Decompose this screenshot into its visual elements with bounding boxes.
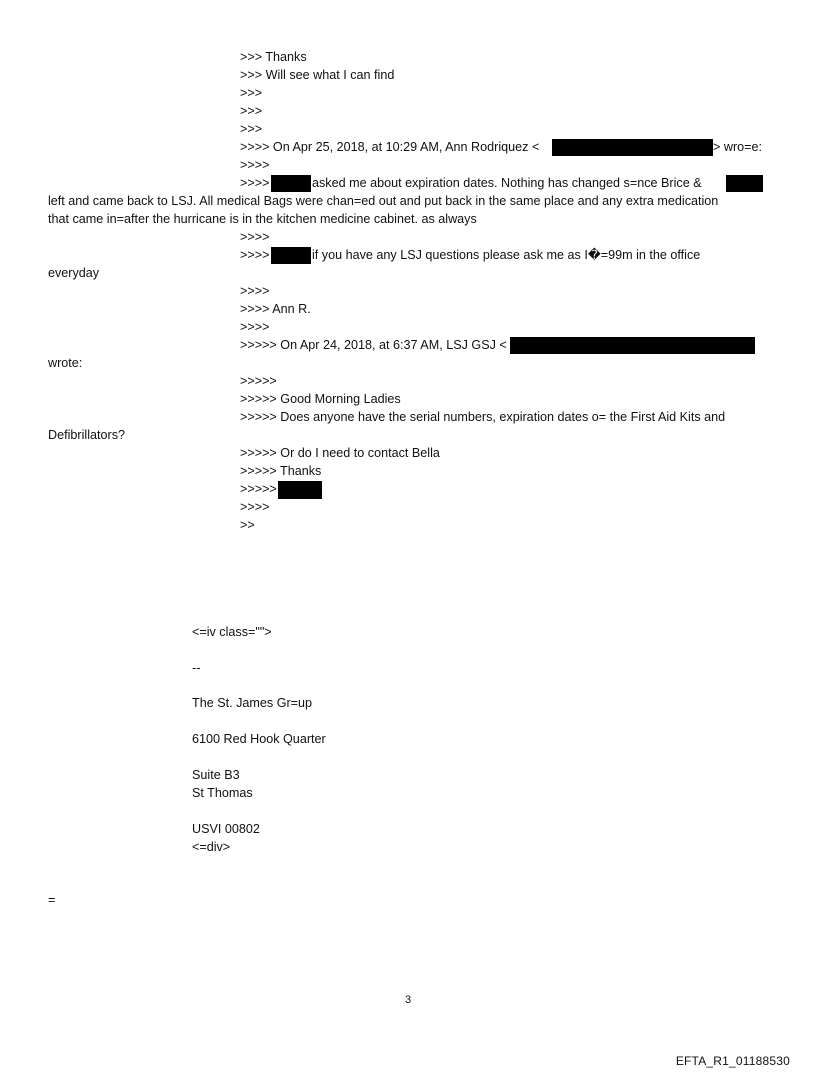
quote-line-prefix: >>>>: [240, 248, 270, 262]
quote-line: >>>: [240, 104, 263, 118]
redaction-box: [271, 247, 311, 264]
bates-number: EFTA_R1_01188530: [675, 1054, 790, 1068]
quote-line: asked me about expiration dates. Nothing has changed s=nce Brice &: [312, 176, 702, 190]
redaction-box: [510, 337, 755, 354]
trailing-equals: =: [48, 893, 56, 907]
redaction-box: [726, 175, 763, 192]
quote-line: >>>>> Thanks: [240, 464, 322, 478]
quote-line: if you have any LSJ questions please ask me as I�=99m in the office: [312, 248, 701, 262]
signature-suite: Suite B3: [192, 768, 240, 782]
quote-line-wrap: Defibrillators?: [48, 428, 125, 442]
redaction-box: [271, 175, 311, 192]
redaction-box: [278, 481, 322, 499]
quote-line: >>> Will see what I can find: [240, 68, 395, 82]
quote-line-wrap: that came in=after the hurricane is in the kitchen medicine cabinet. as always: [48, 212, 477, 226]
quote-line: >>>>>: [240, 374, 277, 388]
quote-line: >>>: [240, 122, 263, 136]
signature-separator: --: [192, 661, 201, 675]
quote-line-prefix: >>>>: [240, 176, 270, 190]
signature-country-zip: USVI 00802: [192, 822, 260, 836]
signature-company: The St. James Gr=up: [192, 696, 313, 710]
quote-line: >>>>> Good Morning Ladies: [240, 392, 401, 406]
quote-line-wrap: wrote:: [48, 356, 83, 370]
signature-div-close: <=div>: [192, 840, 231, 854]
quote-line: >>>>: [240, 230, 270, 244]
quote-line: >>>>: [240, 320, 270, 334]
quote-line-wrap: everyday: [48, 266, 100, 280]
signature-city: St Thomas: [192, 786, 253, 800]
quote-line: >>>>> Does anyone have the serial numbers, expiration dates o= the First Aid Kits and: [240, 410, 726, 424]
signature-div-open: <=iv class="">: [192, 625, 272, 639]
quote-line: >>>: [240, 86, 263, 100]
quote-line: >>>>> Or do I need to contact Bella: [240, 446, 440, 460]
quote-line: >>>>: [240, 500, 270, 514]
redaction-box: [552, 139, 713, 156]
quote-signoff: >>>> Ann R.: [240, 302, 311, 316]
quote-line: >>>>: [240, 158, 270, 172]
page-number: 3: [404, 994, 412, 1006]
quote-header-line-end: > wro=e:: [713, 140, 763, 154]
quote-line: >>> Thanks: [240, 50, 307, 64]
quote-header-line: >>>> On Apr 25, 2018, at 10:29 AM, Ann Rodriquez <: [240, 140, 540, 154]
signature-address: 6100 Red Hook Quarter: [192, 732, 326, 746]
quote-line: >>: [240, 518, 255, 532]
quote-line: >>>>: [240, 284, 270, 298]
quote-line-wrap: left and came back to LSJ. All medical Bags were chan=ed out and put back in the same place and any extra medication: [48, 194, 719, 208]
quote-line-prefix: >>>>>: [240, 482, 277, 496]
quote-header-line: >>>>> On Apr 24, 2018, at 6:37 AM, LSJ GSJ <: [240, 338, 507, 352]
